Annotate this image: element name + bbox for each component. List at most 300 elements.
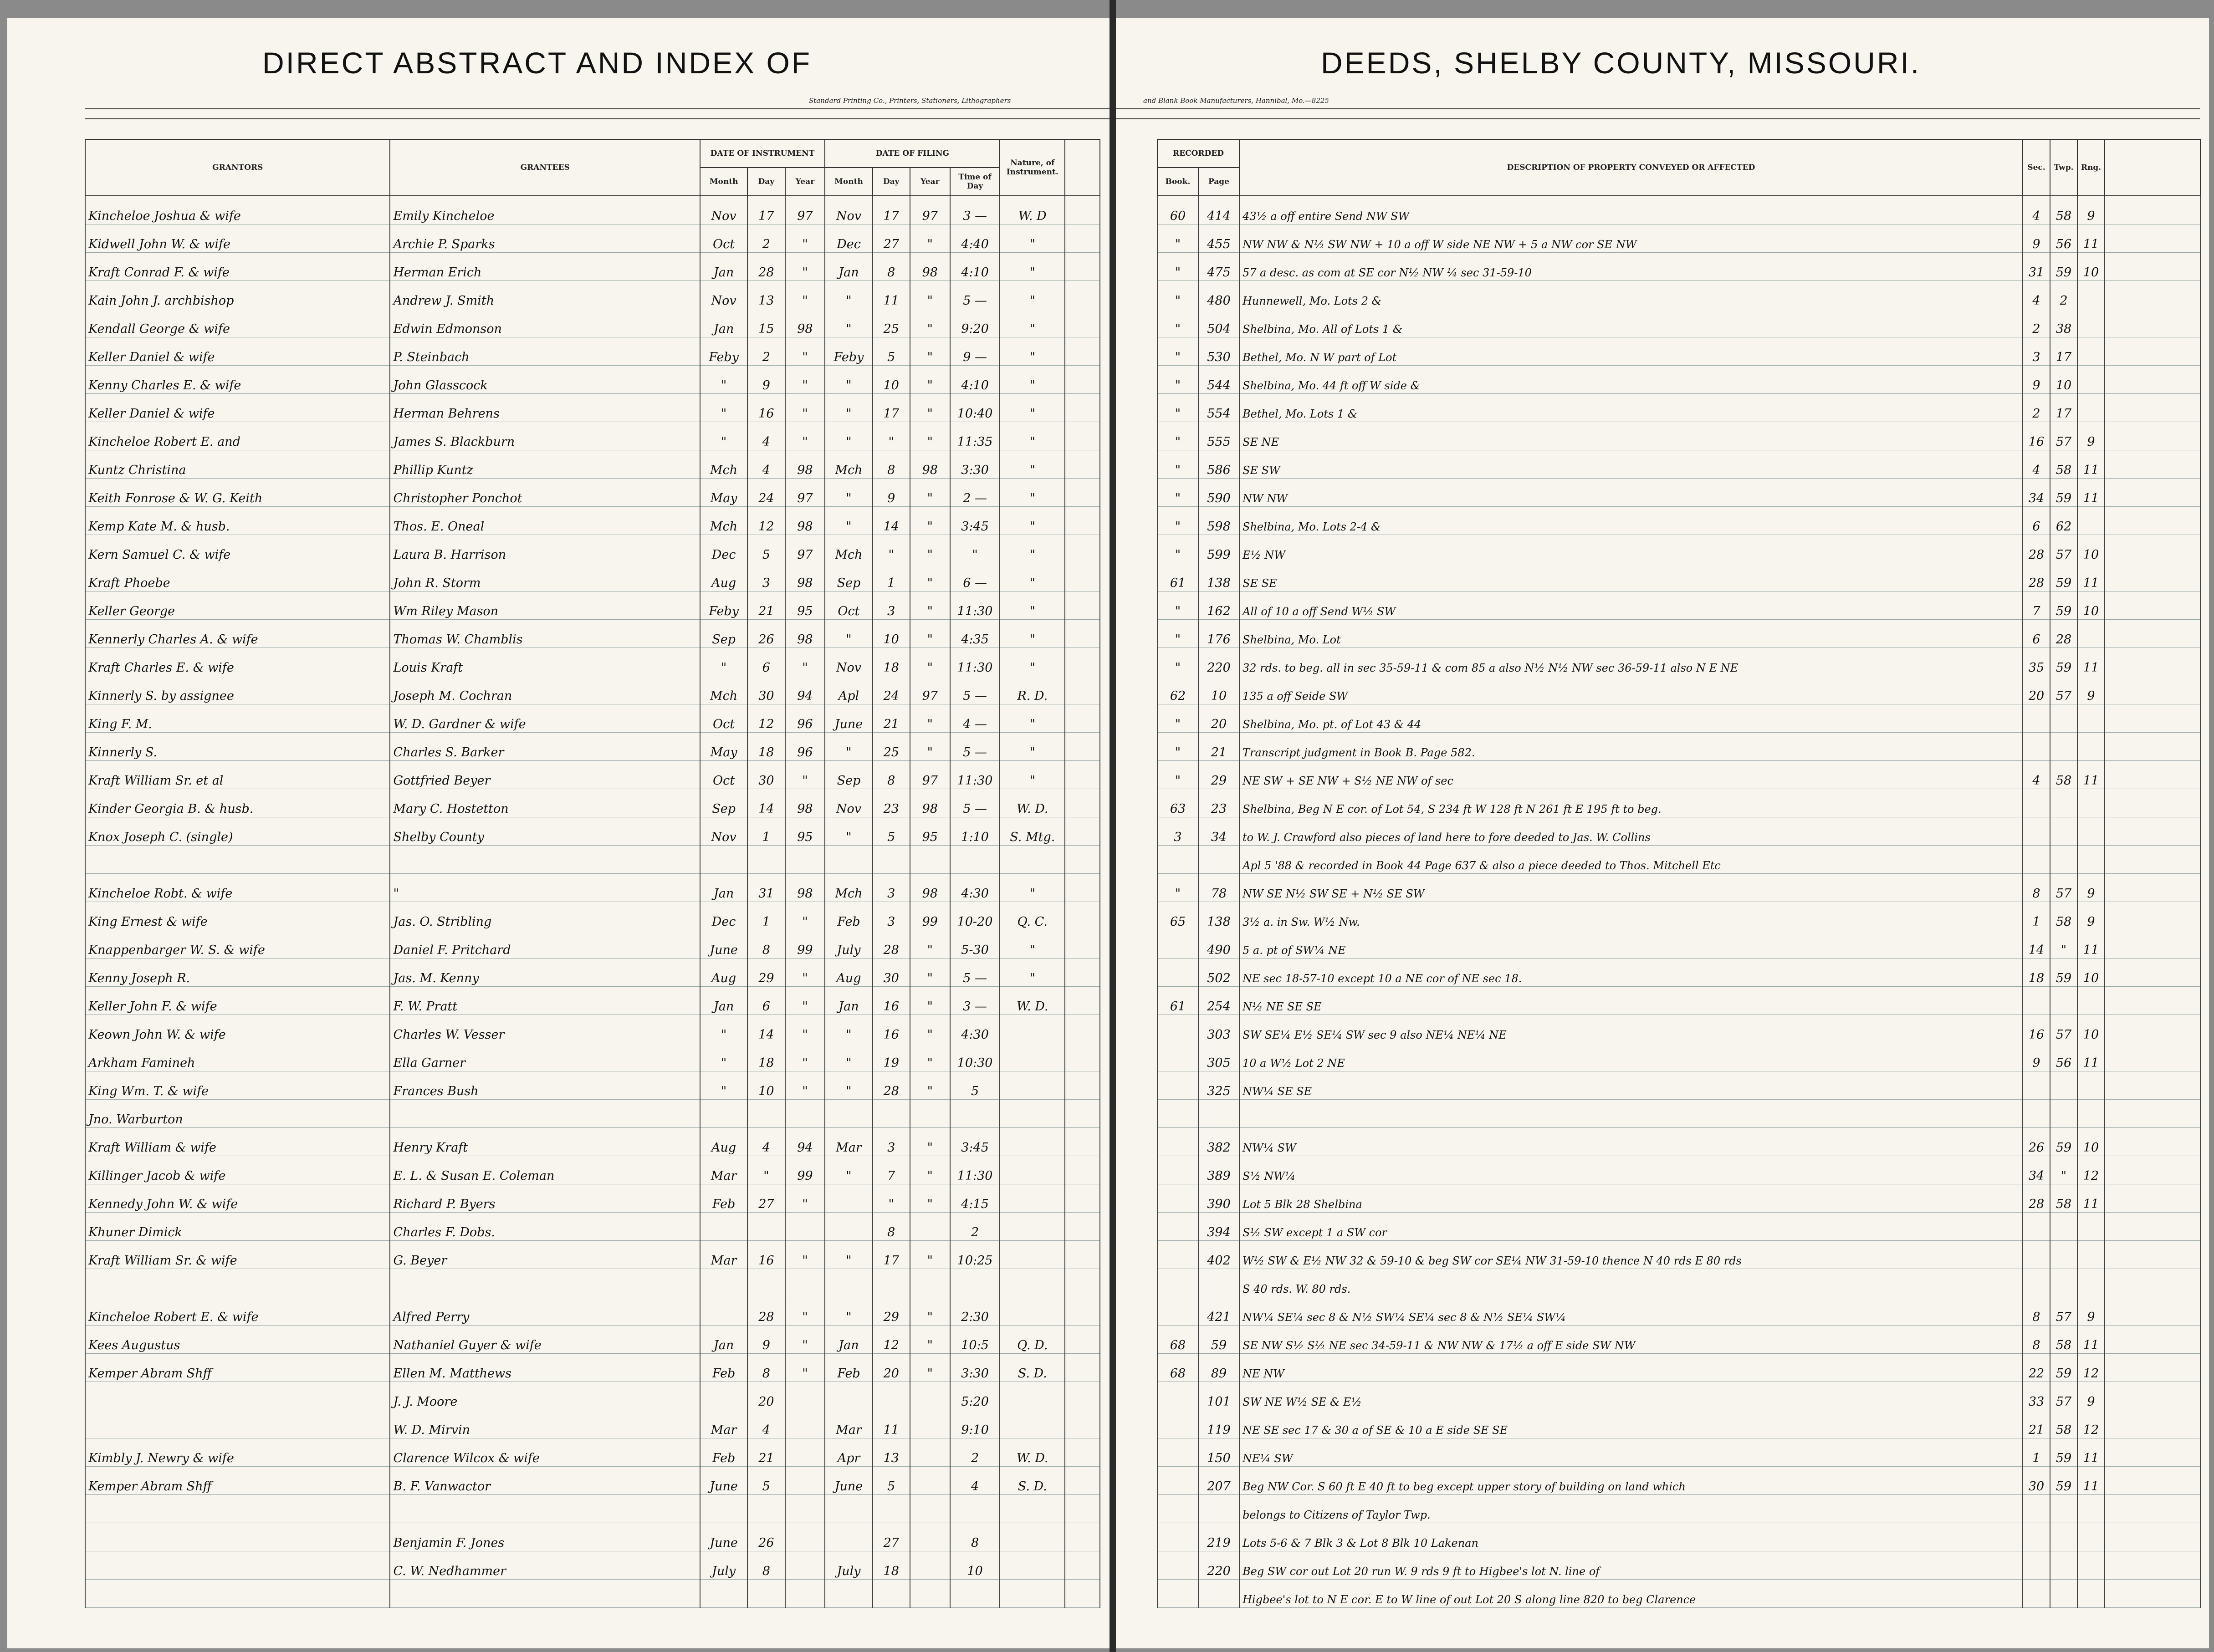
blank-cell [1065,1128,1100,1156]
book-cell: 63 [1157,789,1198,817]
description-cell: Lot 5 Blk 28 Shelbina [1239,1184,2023,1213]
filing-time-cell: 4:10 [950,366,1000,394]
grantor-cell [85,1495,390,1523]
filing-day-cell: 14 [873,507,910,535]
page-cell: 530 [1198,337,1239,366]
filing-time-cell [950,1580,1000,1608]
page-cell: 78 [1198,874,1239,902]
blank-cell [1065,309,1100,337]
filing-year-cell [910,1438,950,1467]
filing-time-cell: 2:30 [950,1297,1000,1326]
nature-cell: R. D. [1000,676,1065,704]
recording-row [1157,591,2200,620]
recording-row [1157,1495,2200,1523]
ledger-row [85,789,1100,817]
instrument-year-cell: 95 [785,591,825,620]
instrument-year-cell: 97 [785,196,825,224]
sec-cell: 9 [2023,224,2050,253]
book-cell [1157,1100,1198,1128]
filing-time-cell: 4:35 [950,620,1000,648]
description-cell: S 40 rds. W. 80 rds. [1239,1269,2023,1297]
grantee-cell: Charles W. Vesser [390,1015,700,1043]
filing-time-cell: 9 — [950,337,1000,366]
filing-day-cell [873,1100,910,1128]
instrument-month-cell [700,1580,747,1608]
grantee-cell: J. J. Moore [390,1382,700,1410]
instrument-day-cell: 1 [747,817,785,846]
filing-time-cell: 10:25 [950,1241,1000,1269]
instrument-year-cell [785,1410,825,1438]
instrument-month-cell: June [700,1523,747,1551]
rng-cell [2077,1495,2105,1523]
book-cell [1157,846,1198,874]
nature-cell [1000,1241,1065,1269]
nature-cell [1000,1382,1065,1410]
book-cell: " [1157,366,1198,394]
blank-cell [1065,1580,1100,1608]
filing-time-cell: 8 [950,1523,1000,1551]
blank-cell [1065,1071,1100,1100]
filing-month-cell: " [825,1156,872,1184]
sec-cell [2023,987,2050,1015]
margin-cell [2105,394,2200,422]
nature-cell: S. Mtg. [1000,817,1065,846]
instrument-day-cell: 4 [747,422,785,450]
sec-cell: 4 [2023,761,2050,789]
filing-time-cell: " [950,535,1000,563]
rng-cell [2077,1551,2105,1580]
grantor-cell: Keller Daniel & wife [85,394,390,422]
book-cell [1157,930,1198,959]
description-cell: Shelbina, Mo. Lot [1239,620,2023,648]
rng-cell [2077,507,2105,535]
filing-day-cell: 10 [873,620,910,648]
instrument-year-cell [785,1495,825,1523]
nature-cell: " [1000,224,1065,253]
grantee-cell: Frances Bush [390,1071,700,1100]
instrument-year-cell: " [785,1354,825,1382]
instrument-year-cell: " [785,1326,825,1354]
instrument-year-cell: " [785,987,825,1015]
margin-cell [2105,224,2200,253]
margin-cell [2105,253,2200,281]
twp-cell [2050,1551,2077,1580]
book-cell [1157,1523,1198,1551]
book-cell: 61 [1157,563,1198,591]
filing-year-cell: 97 [910,761,950,789]
rng-cell [2077,733,2105,761]
grantor-cell: Kain John J. archbishop [85,281,390,309]
recording-row [1157,196,2200,224]
sec-cell [2023,789,2050,817]
filing-time-cell: 2 [950,1438,1000,1467]
recorded-header: RECORDED [1157,139,1239,168]
recording-row [1157,733,2200,761]
nature-cell [1000,1580,1065,1608]
grantees-header: GRANTEES [390,139,700,196]
instrument-month-cell: Feby [700,591,747,620]
page-cell: 305 [1198,1043,1239,1071]
instrument-year-cell: " [785,394,825,422]
right-page-title: DEEDS, SHELBY COUNTY, MISSOURI. [1321,46,1921,80]
nature-cell [1000,1495,1065,1523]
filing-time-cell: 2 — [950,479,1000,507]
instrument-year-cell: 96 [785,733,825,761]
grantor-cell: Kemp Kate M. & husb. [85,507,390,535]
nature-cell: " [1000,959,1065,987]
twp-cell: 56 [2050,1043,2077,1071]
grantee-cell: Thos. E. Oneal [390,507,700,535]
grantor-cell: Kinnerly S. by assignee [85,676,390,704]
book-cell: " [1157,507,1198,535]
filing-year-cell: " [910,422,950,450]
filing-month-cell [825,1580,872,1608]
blank-cell [1065,761,1100,789]
blank-cell [1065,1467,1100,1495]
instrument-year-cell [785,1551,825,1580]
filing-year-cell: " [910,224,950,253]
book-cell: 65 [1157,902,1198,930]
page-cell: 254 [1198,987,1239,1015]
instrument-month-cell: Aug [700,563,747,591]
nature-cell: " [1000,704,1065,733]
blank-cell [1065,337,1100,366]
twp-cell: 62 [2050,507,2077,535]
book-cell: " [1157,394,1198,422]
rng-cell [2077,846,2105,874]
twp-cell [2050,789,2077,817]
filing-year-cell: " [910,309,950,337]
filing-year-cell: " [910,1156,950,1184]
sec-cell: 21 [2023,1410,2050,1438]
instrument-year-cell [785,1382,825,1410]
recording-row [1157,1043,2200,1071]
grantee-cell: Archie P. Sparks [390,224,700,253]
nature-cell [1000,1043,1065,1071]
filing-year-cell: " [910,1354,950,1382]
twp-cell: 56 [2050,224,2077,253]
grantor-cell [85,1580,390,1608]
rng-cell: 11 [2077,1184,2105,1213]
filing-time-cell: 3:45 [950,507,1000,535]
grantee-cell: Andrew J. Smith [390,281,700,309]
twp-cell: 59 [2050,253,2077,281]
description-cell: SE NW S½ S½ NE sec 34-59-11 & NW NW & 17½ a off E side SW NW [1239,1326,2023,1354]
nature-cell: " [1000,337,1065,366]
filing-year-cell: " [910,507,950,535]
ledger-row [85,1467,1100,1495]
ledger-row [85,450,1100,479]
instrument-month-cell [700,1100,747,1128]
filing-month-cell: " [825,1297,872,1326]
filing-time-cell: 3 — [950,987,1000,1015]
book-cell: " [1157,337,1198,366]
margin-cell [2105,930,2200,959]
page-cell: 502 [1198,959,1239,987]
instrument-year-cell: " [785,366,825,394]
filing-day-cell: 27 [873,1523,910,1551]
description-cell: SW NE W½ SE & E½ [1239,1382,2023,1410]
sec-cell: 6 [2023,620,2050,648]
blank-cell [1065,535,1100,563]
sec-cell: 20 [2023,676,2050,704]
nature-cell: " [1000,281,1065,309]
instrument-month-cell: " [700,648,747,676]
margin-cell [2105,1523,2200,1551]
ledger-row [85,733,1100,761]
grantee-cell: Joseph M. Cochran [390,676,700,704]
recording-row [1157,648,2200,676]
blank-cell [1065,930,1100,959]
rng-cell: 9 [2077,422,2105,450]
ledger-row [85,309,1100,337]
instrument-month-cell [700,1495,747,1523]
grantee-cell: P. Steinbach [390,337,700,366]
margin-cell [2105,620,2200,648]
page-cell: 207 [1198,1467,1239,1495]
filing-year-cell: " [910,366,950,394]
nature-cell [1000,1410,1065,1438]
filing-month-cell: Sep [825,563,872,591]
book-cell [1157,1184,1198,1213]
sec-cell [2023,1100,2050,1128]
filing-day-cell: 8 [873,761,910,789]
grantee-cell: Alfred Perry [390,1297,700,1326]
rng-cell [2077,817,2105,846]
description-cell: E½ NW [1239,535,2023,563]
margin-cell [2105,1043,2200,1071]
left-page-title: DIRECT ABSTRACT AND INDEX OF [262,46,812,80]
filing-month-cell: June [825,704,872,733]
blank-cell [1065,196,1100,224]
twp-cell: 58 [2050,902,2077,930]
margin-cell [2105,817,2200,846]
filing-year-cell: " [910,1128,950,1156]
blank-cell [1065,253,1100,281]
blank-cell [1065,648,1100,676]
filing-year-cell: 98 [910,789,950,817]
description-cell: N½ NE SE SE [1239,987,2023,1015]
rng-cell [2077,987,2105,1015]
nature-cell: W. D. [1000,987,1065,1015]
filing-month-cell: Jan [825,253,872,281]
recording-row [1157,1523,2200,1551]
page-cell: 389 [1198,1156,1239,1184]
recording-row [1157,930,2200,959]
sec-cell [2023,817,2050,846]
book-cell [1157,1241,1198,1269]
instrument-month-cell [700,1269,747,1297]
filing-month-cell: " [825,422,872,450]
rng-cell [2077,337,2105,366]
instrument-day-cell [747,1100,785,1128]
instrument-month-cell: " [700,366,747,394]
book-cell: 68 [1157,1354,1198,1382]
instrument-year-cell [785,1213,825,1241]
grantor-cell: Kennedy John W. & wife [85,1184,390,1213]
blank-cell [1065,507,1100,535]
page-cell: 382 [1198,1128,1239,1156]
instrument-day-cell: 31 [747,874,785,902]
instrument-month-cell: June [700,1467,747,1495]
rng-cell: 9 [2077,874,2105,902]
book-cell [1157,1297,1198,1326]
page-cell: 402 [1198,1241,1239,1269]
instrument-day-cell: 26 [747,1523,785,1551]
twp-cell [2050,1213,2077,1241]
instrument-month-cell: May [700,479,747,507]
instrument-year-cell [785,1269,825,1297]
nature-cell: " [1000,450,1065,479]
recording-row [1157,366,2200,394]
sec-cell: 35 [2023,648,2050,676]
filing-month-cell [825,1213,872,1241]
filing-month-cell [825,1184,872,1213]
filing-day-cell: 3 [873,874,910,902]
description-cell: SW SE¼ E½ SE¼ SW sec 9 also NE¼ NE¼ NE [1239,1015,2023,1043]
twp-cell: 38 [2050,309,2077,337]
page-cell: 101 [1198,1382,1239,1410]
filing-day-cell: 19 [873,1043,910,1071]
filing-day-cell: " [873,535,910,563]
filing-day-cell: 16 [873,1015,910,1043]
ledger-row [85,1269,1100,1297]
twp-cell: 59 [2050,1354,2077,1382]
filing-month-cell [825,1382,872,1410]
margin-cell [2105,648,2200,676]
page-cell: 544 [1198,366,1239,394]
filing-month-cell: " [825,1015,872,1043]
grantor-cell [85,1523,390,1551]
recording-row [1157,253,2200,281]
margin-cell [2105,366,2200,394]
filing-time-cell: 9:20 [950,309,1000,337]
ledger-row [85,1551,1100,1580]
book-cell [1157,1015,1198,1043]
filing-month-cell: July [825,1551,872,1580]
description-cell: 3½ a. in Sw. W½ Nw. [1239,902,2023,930]
description-cell: NE SW + SE NW + S½ NE NW of sec [1239,761,2023,789]
sec-cell [2023,1071,2050,1100]
sec-cell: 9 [2023,1043,2050,1071]
instrument-day-cell: 6 [747,648,785,676]
filing-time-cell [950,1269,1000,1297]
grantee-cell: Henry Kraft [390,1128,700,1156]
filing-time-cell: 5-30 [950,930,1000,959]
blank-cell [1065,479,1100,507]
margin-cell [2105,1410,2200,1438]
grantee-cell: Ellen M. Matthews [390,1354,700,1382]
filing-month-cell: " [825,1043,872,1071]
recording-row [1157,789,2200,817]
sec-cell: 4 [2023,196,2050,224]
filing-time-cell: 5 — [950,281,1000,309]
instrument-day-cell: 1 [747,902,785,930]
nature-cell: " [1000,366,1065,394]
recording-row [1157,817,2200,846]
blank-cell [1065,846,1100,874]
sec-cell [2023,1523,2050,1551]
nature-cell: " [1000,535,1065,563]
margin-cell [2105,1467,2200,1495]
blank-cell [1065,704,1100,733]
ledger-row [85,1213,1100,1241]
filing-time-cell: 11:30 [950,1156,1000,1184]
instrument-month-cell: Oct [700,224,747,253]
instrument-year-cell: 98 [785,507,825,535]
twp-cell: 58 [2050,1410,2077,1438]
instrument-month-cell: " [700,1071,747,1100]
blank-cell [1065,620,1100,648]
nature-cell [1000,1071,1065,1100]
instrument-month-cell: Aug [700,959,747,987]
ledger-row [85,761,1100,789]
rng-cell: 10 [2077,959,2105,987]
instrument-month-cell: Sep [700,620,747,648]
blank-cell [1065,1382,1100,1410]
sec-cell: 3 [2023,337,2050,366]
book-cell [1157,1467,1198,1495]
sec-cell: 2 [2023,309,2050,337]
book-cell: 62 [1157,676,1198,704]
filing-month-cell: Feb [825,902,872,930]
grantee-cell: W. D. Gardner & wife [390,704,700,733]
instrument-year-cell: 97 [785,535,825,563]
instrument-day-cell: 8 [747,930,785,959]
blank-cell [1065,366,1100,394]
page-cell [1198,1580,1239,1608]
book-cell: " [1157,535,1198,563]
sec-cell: 34 [2023,479,2050,507]
ledger-row [85,1523,1100,1551]
instrument-day-cell: 30 [747,676,785,704]
grantor-cell: Kinnerly S. [85,733,390,761]
rng-cell [2077,1071,2105,1100]
margin-cell [2105,1382,2200,1410]
twp-cell: 10 [2050,366,2077,394]
instrument-month-cell: Mch [700,507,747,535]
filing-month-cell: " [825,281,872,309]
nature-cell: " [1000,563,1065,591]
grantor-cell: Kraft Phoebe [85,563,390,591]
instrument-year-cell [785,1523,825,1551]
nature-cell: " [1000,422,1065,450]
grantee-cell: Shelby County [390,817,700,846]
instrument-month-cell: Feby [700,337,747,366]
filing-day-cell [873,1495,910,1523]
recording-row [1157,1410,2200,1438]
filing-year-cell: 98 [910,450,950,479]
twp-cell [2050,1071,2077,1100]
instrument-day-cell: 5 [747,1467,785,1495]
filing-day-cell: 16 [873,987,910,1015]
grantor-cell: Keller John F. & wife [85,987,390,1015]
instrument-month-cell [700,1213,747,1241]
page-cell: 490 [1198,930,1239,959]
filing-month-cell [825,846,872,874]
filing-day-cell [873,846,910,874]
page-cell: 89 [1198,1354,1239,1382]
filing-time-cell: 3:45 [950,1128,1000,1156]
filing-year-cell: " [910,987,950,1015]
ledger-row [85,620,1100,648]
book-cell [1157,1382,1198,1410]
rng-cell [2077,1100,2105,1128]
description-cell: Beg NW Cor. S 60 ft E 40 ft to beg except upper story of building on land which [1239,1467,2023,1495]
grantor-cell: Kraft Conrad F. & wife [85,253,390,281]
grantee-cell [390,1495,700,1523]
filing-year-cell: " [910,733,950,761]
